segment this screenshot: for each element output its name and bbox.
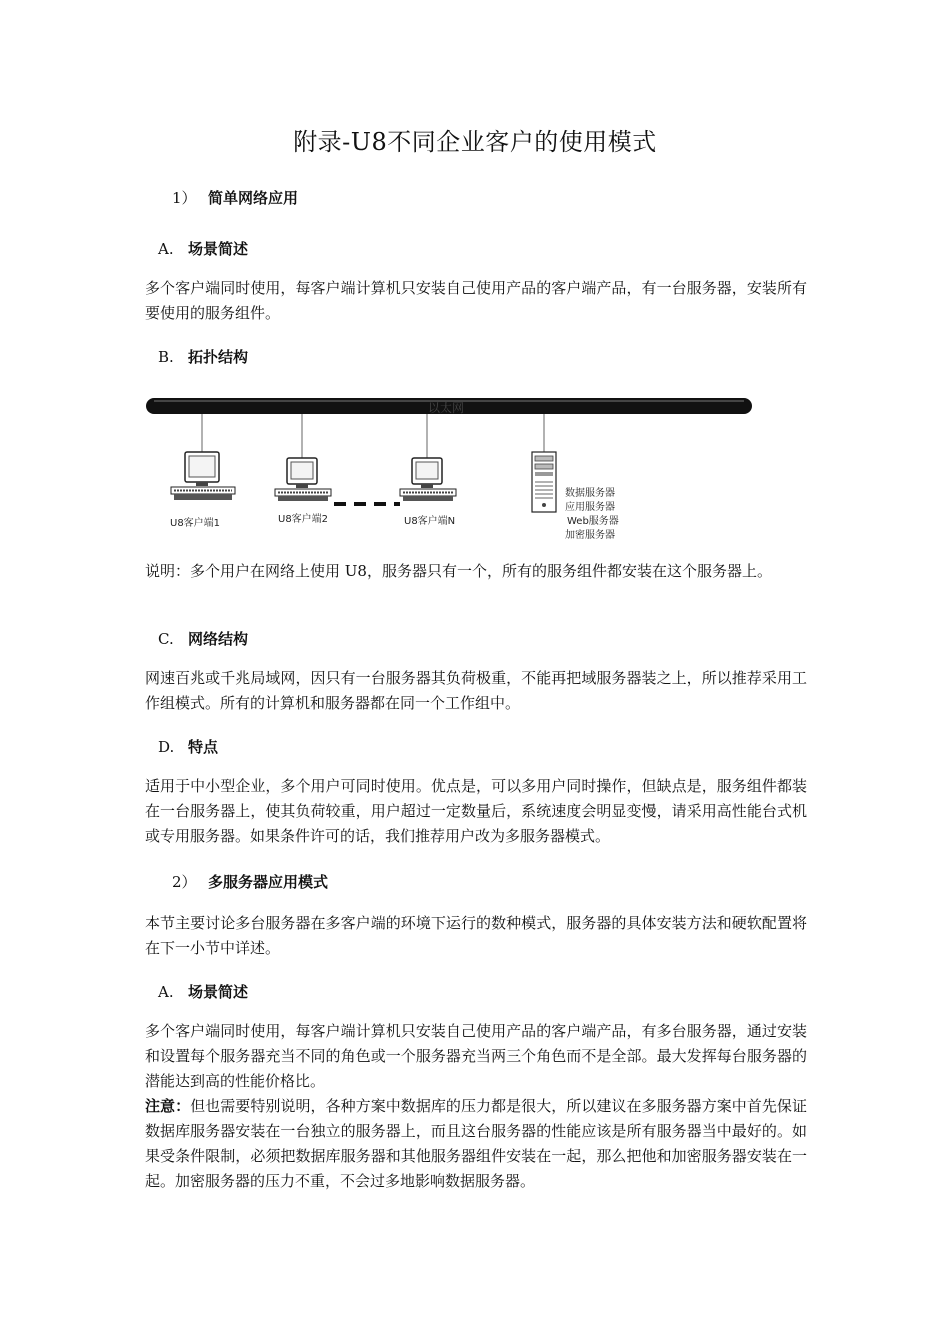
note-text: 但也需要特别说明，各种方案中数据库的压力都是很大，所以建议在多服务器方案中首先保证数据库服务器安装在一台独立的服务器上，而且这台服务器的性能应该是所有服务器当中最好的。如果受条件限制，必须把数据库服务器和其他服务器组件安装在一起，那么把他和加密服务器安装在一起。加密服务器的压力不重，不会过多地影响数据服务器。 xyxy=(145,1097,807,1190)
section-1a-heading xyxy=(158,238,248,259)
diagram-note-text: 说明：多个用户在网络上使用 U8，服务器只有一个，所有的服务组件都安装在这个服务器上。 xyxy=(145,562,772,580)
server-role-application: 应用服务器 xyxy=(565,502,615,513)
section-2a-paragraph xyxy=(145,1019,807,1194)
topology-diagram xyxy=(140,390,760,550)
ethernet-label: 以太网 xyxy=(428,401,465,415)
section-1c-letter: C. xyxy=(158,630,174,648)
section-1a-paragraph xyxy=(145,276,807,326)
section-2-intro-text: 本节主要讨论多台服务器在多客户端的环境下运行的数种模式，服务器的具体安装方法和硬软配置将在下一小节中详述。 xyxy=(145,914,807,957)
client-2-label: U8客户端2 xyxy=(278,514,329,525)
section-1d-text: 适用于中小型企业，多个用户可同时使用。优点是，可以多用户同时操作，但缺点是，服务组件都装在一台服务器上，使其负荷较重，用户超过一定数量后，系统速度会明显变慢，请采用高性能台式机或专用服务器。如果条件许可的话，我们推荐用户改为多服务器模式。 xyxy=(145,777,807,845)
section-1d-paragraph xyxy=(145,774,807,849)
client-n-computer-icon xyxy=(400,458,456,501)
page-title: 附录-U8不同企业客户的使用模式 xyxy=(293,128,657,156)
client-2-computer-icon xyxy=(275,458,331,501)
section-1c-heading xyxy=(158,628,248,649)
section-1c-text: 网速百兆或千兆局域网，因只有一台服务器其负荷极重，不能再把域服务器装之上，所以推荐采用工作组模式。所有的计算机和服务器都在同一个工作组中。 xyxy=(145,669,807,712)
section-2a-text: 多个客户端同时使用，每客户端计算机只安装自己使用产品的客户端产品，有多台服务器，通过安装和设置每个服务器充当不同的角色或一个服务器充当两三个角色而不是全部。最大发挥每台服务器的潜能达到高的性能价格比。 xyxy=(145,1022,807,1090)
section-2a-title: 场景简述 xyxy=(188,983,249,1001)
client-n-label: U8客户端N xyxy=(404,516,456,527)
section-2a-note xyxy=(145,1094,807,1194)
section-1a-letter: A. xyxy=(158,240,174,258)
section-1b-letter: B. xyxy=(158,348,174,366)
section-1d-letter: D. xyxy=(158,738,175,756)
section-1-number: 1） xyxy=(172,189,197,207)
section-1c-paragraph xyxy=(145,666,807,716)
section-1d-title: 特点 xyxy=(188,738,219,756)
section-2-heading xyxy=(172,871,328,892)
section-2-intro-paragraph xyxy=(145,911,807,961)
section-1a-text: 多个客户端同时使用，每客户端计算机只安装自己使用产品的客户端产品，有一台服务器，安装所有要使用的服务组件。 xyxy=(145,279,807,322)
section-2-title: 多服务器应用模式 xyxy=(208,873,329,891)
server-role-encryption: 加密服务器 xyxy=(565,530,615,541)
server-role-web: Web服务器 xyxy=(567,516,619,527)
section-2a-letter: A. xyxy=(158,983,174,1001)
section-1-title: 简单网络应用 xyxy=(208,189,299,207)
section-1b-heading xyxy=(158,346,248,367)
section-1a-title: 场景简述 xyxy=(188,240,249,258)
diagram-note-paragraph xyxy=(145,559,807,584)
section-1d-heading xyxy=(158,736,218,757)
server-role-database: 数据服务器 xyxy=(565,488,615,499)
section-2a-heading xyxy=(158,981,248,1002)
client-1-label: U8客户端1 xyxy=(170,518,221,529)
section-1-heading xyxy=(172,187,298,208)
client-1-computer-icon xyxy=(171,452,235,500)
section-1b-title: 拓扑结构 xyxy=(188,348,249,366)
server-tower-icon xyxy=(532,452,556,512)
section-2-number: 2） xyxy=(172,873,197,891)
section-1c-title: 网络结构 xyxy=(188,630,249,648)
note-label: 注意： xyxy=(145,1097,191,1115)
